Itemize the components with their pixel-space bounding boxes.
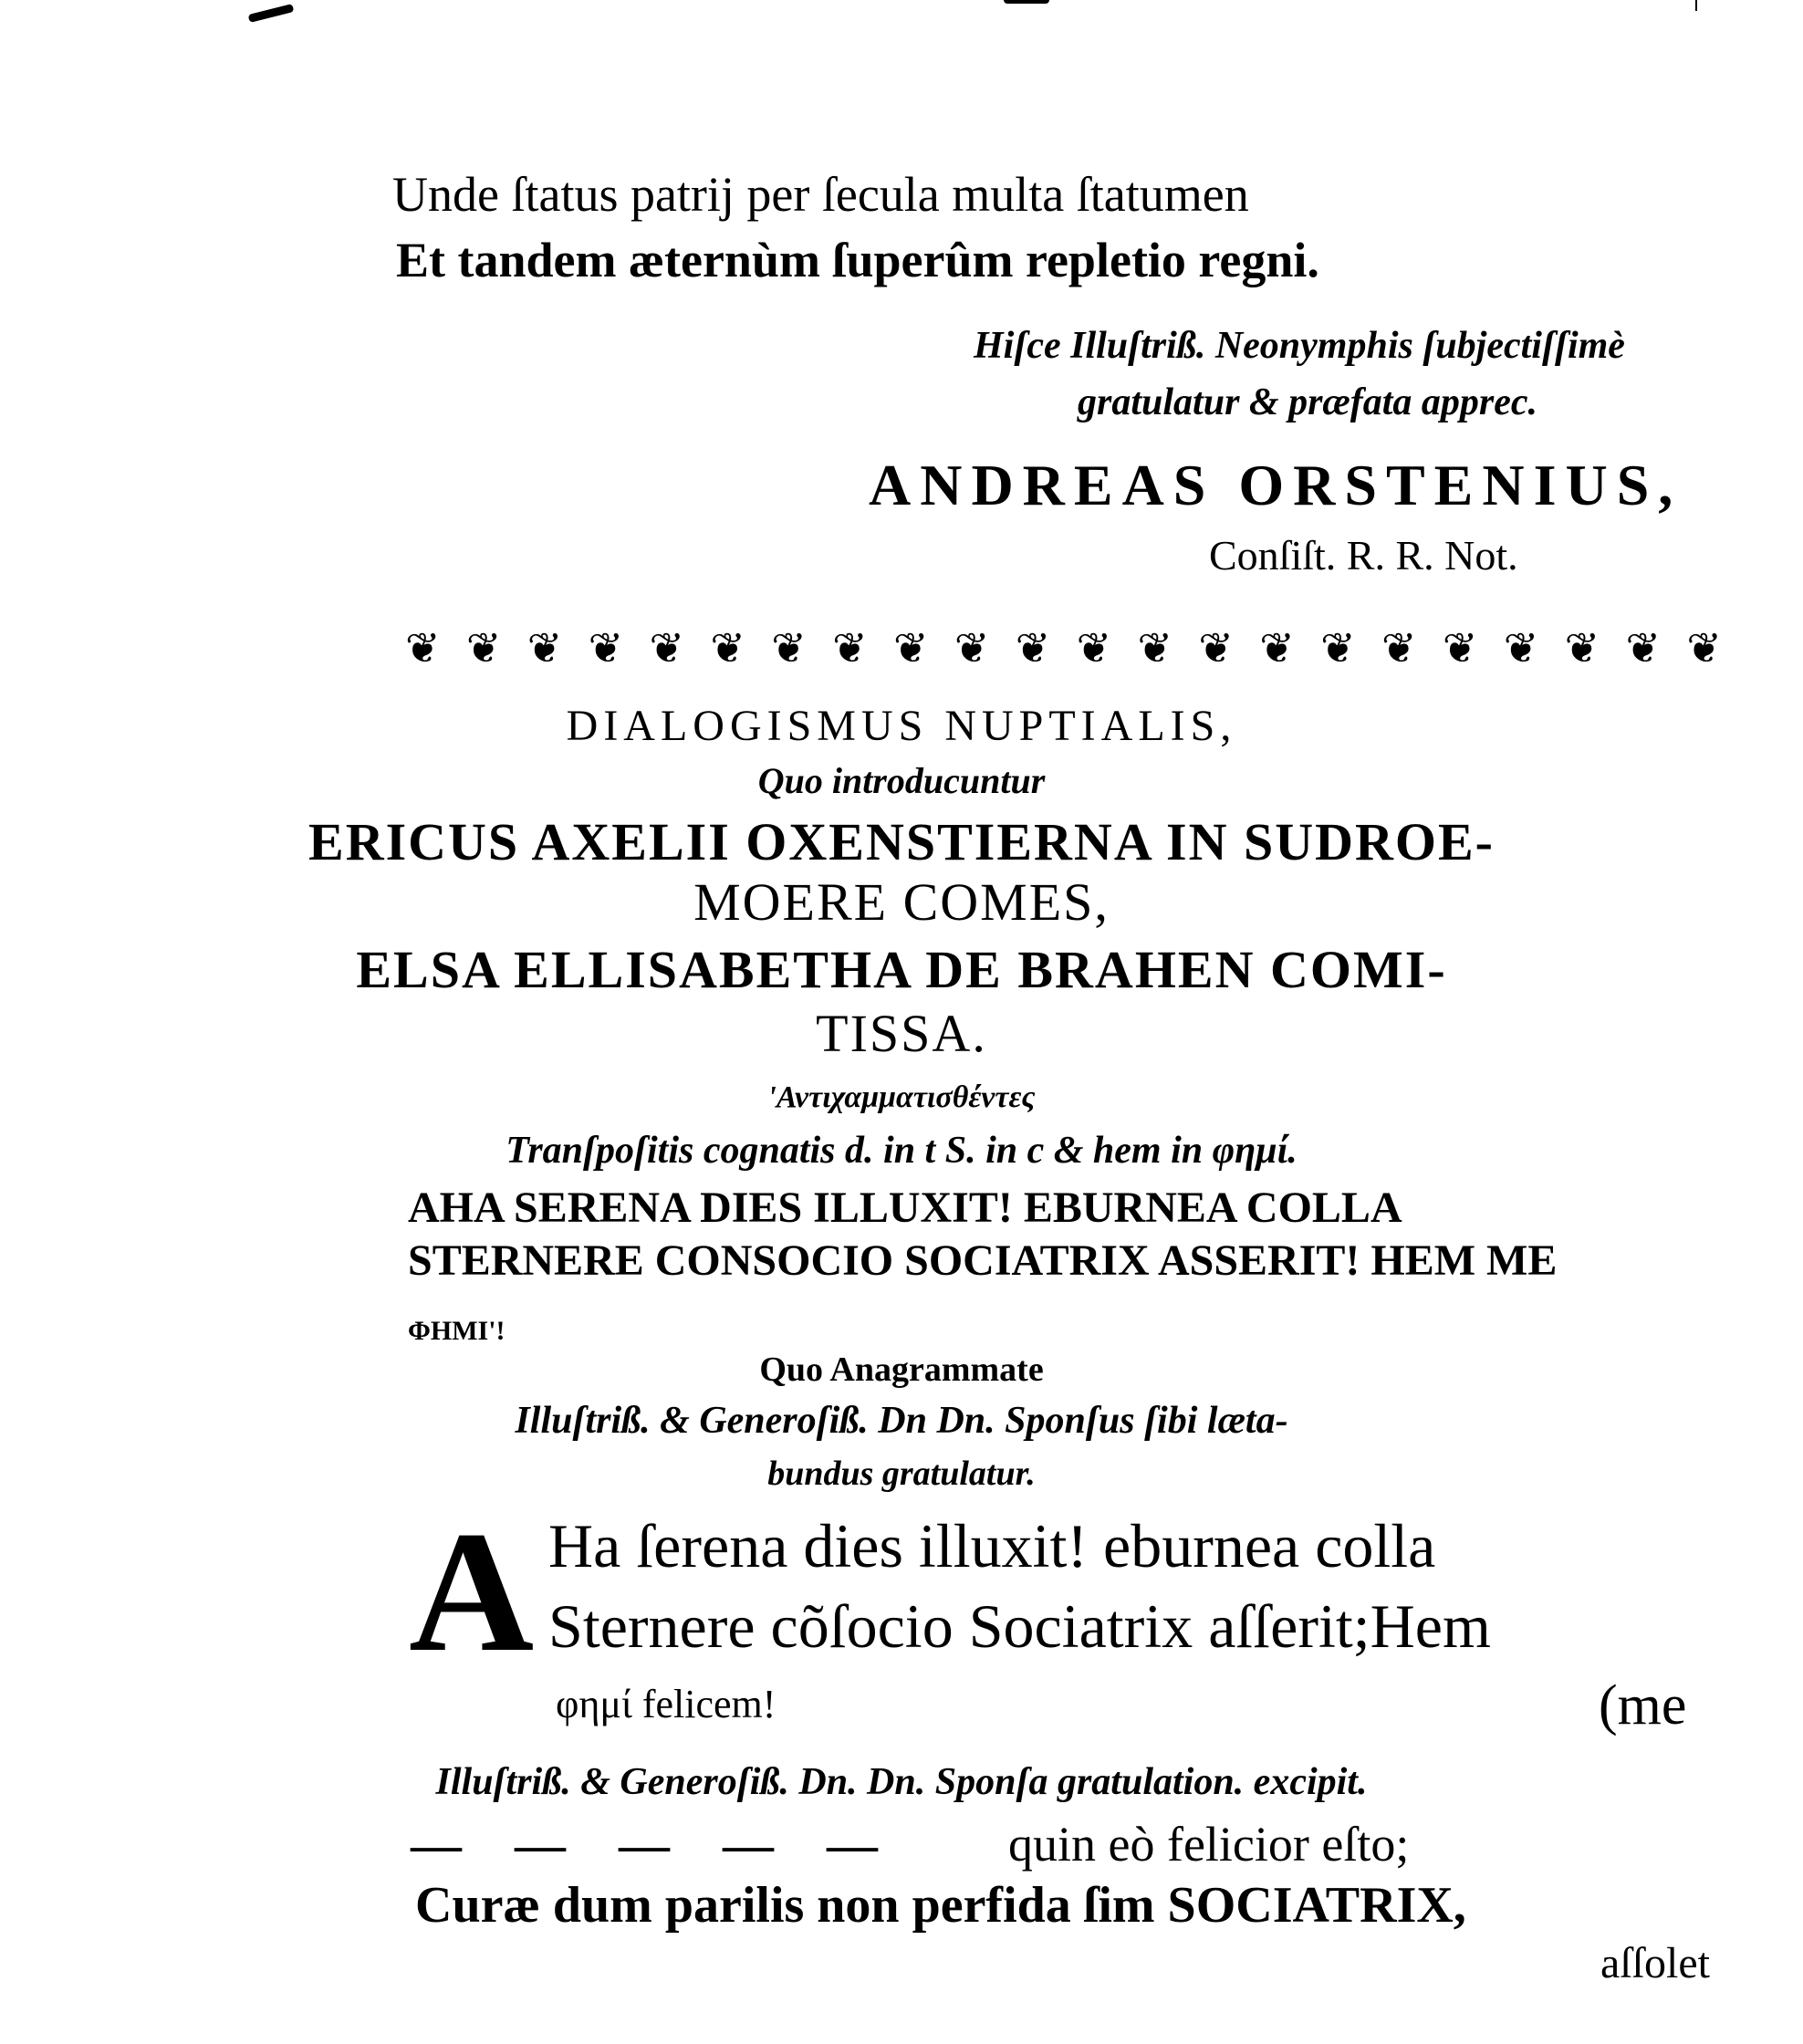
names-line: TISSA. [816,1004,987,1063]
anagram-line: AHA SERENA DIES ILLUXIT! EBURNEA COLLA [408,1184,1402,1232]
verse-turnover: (me [1599,1674,1687,1736]
subheading: Quo introducuntur [757,760,1046,801]
author-title: Conſiſt. R. R. Not. [1209,532,1518,579]
names-line: MOERE COMES, [693,872,1110,932]
names-line: ELSA ELLISABETHA DE BRAHEN COMI- [356,940,1447,999]
ornament-flower-icon: ❦ [893,625,929,672]
names-line: ERICUS AXELII OXENSTIERNA IN SUDROE- [308,812,1495,871]
catchword: aſſolet [1600,1939,1710,1987]
ornament-flower-icon: ❦ [1564,625,1600,672]
scan-mark [1004,0,1049,4]
ornament-flower-icon: ❦ [1076,625,1112,672]
ornament-flower-icon: ❦ [1381,625,1417,672]
sponsus-note: bundus gratulatur. [767,1455,1036,1493]
ornament-flower-icon: ❦ [771,625,807,672]
ornament-flower-icon: ❦ [526,625,563,672]
ornament-flower-icon: ❦ [1259,625,1295,672]
scan-mark [1695,0,1697,11]
ornament-flower-icon: ❦ [1625,625,1662,672]
greek-label: 'Αντιχαμματισθέντες [767,1080,1036,1114]
scan-mark [248,4,295,23]
dashes: — — — — — [411,1817,898,1873]
ornament-flower-icon: ❦ [1686,625,1722,672]
heading: DIALOGISMUS NUPTIALIS, [566,702,1237,750]
ornament-flower-icon: ❦ [588,625,624,672]
verse-line: Et tandem æternùm ſuperûm repletio regni. [396,233,1319,287]
sponsus-note: Illuſtriß. & Generoſiß. Dn Dn. Sponſus ſibi læta- [515,1400,1288,1442]
sponsa-note: Illuſtriß. & Generoſiß. Dn. Dn. Sponſa gratulation. excipit. [435,1761,1368,1803]
transposition-note: Tranſpoſitis cognatis d. in t S. in c & hem in φημί. [505,1130,1298,1172]
ornament-flower-icon: ❦ [1198,625,1234,672]
ornament-flower-icon: ❦ [649,625,685,672]
verse-line: Curæ dum parilis non perfida ſim SOCIATRIX, [415,1877,1466,1934]
ornament-flower-icon: ❦ [954,625,990,672]
ornament-flower-icon: ❦ [1320,625,1356,672]
verse-line: Ha ſerena dies illuxit! eburnea colla [548,1511,1436,1580]
ornament-flower-icon: ❦ [1442,625,1478,672]
ornament-flower-icon: ❦ [832,625,868,672]
ornament-flower-icon: ❦ [710,625,745,672]
ornament-border [405,626,1722,670]
verse-line: Sternere cõſocio Sociatrix aſſerit;Hem [548,1591,1491,1661]
anagram-line: STERNERE CONSOCIO SOCIATRIX ASSERIT! HEM ME [408,1236,1558,1285]
ornament-flower-icon: ❦ [405,625,441,672]
verse-line: φημί felicem! [556,1682,776,1726]
drop-cap: A [409,1496,535,1688]
verse-line: Unde ſtatus patrij per ſecula multa ſtatumen [392,167,1249,222]
ornament-flower-icon: ❦ [465,625,502,672]
reply-line: quin eò felicior eſto; [1008,1817,1410,1872]
dedication-line: gratulatur & præfata apprec. [1078,381,1538,423]
quo-anagrammate: Quo Anagrammate [759,1350,1044,1389]
ornament-flower-icon: ❦ [1503,625,1539,672]
anagram-line: ΦHMI'! [408,1316,505,1346]
ornament-flower-icon: ❦ [1015,625,1051,672]
ornament-flower-icon: ❦ [1137,625,1173,672]
author-name: ANDREAS ORSTENIUS, [869,453,1683,517]
dedication-line: Hiſce Illuſtriß. Neonymphis ſubjectiſſimè [974,325,1625,367]
